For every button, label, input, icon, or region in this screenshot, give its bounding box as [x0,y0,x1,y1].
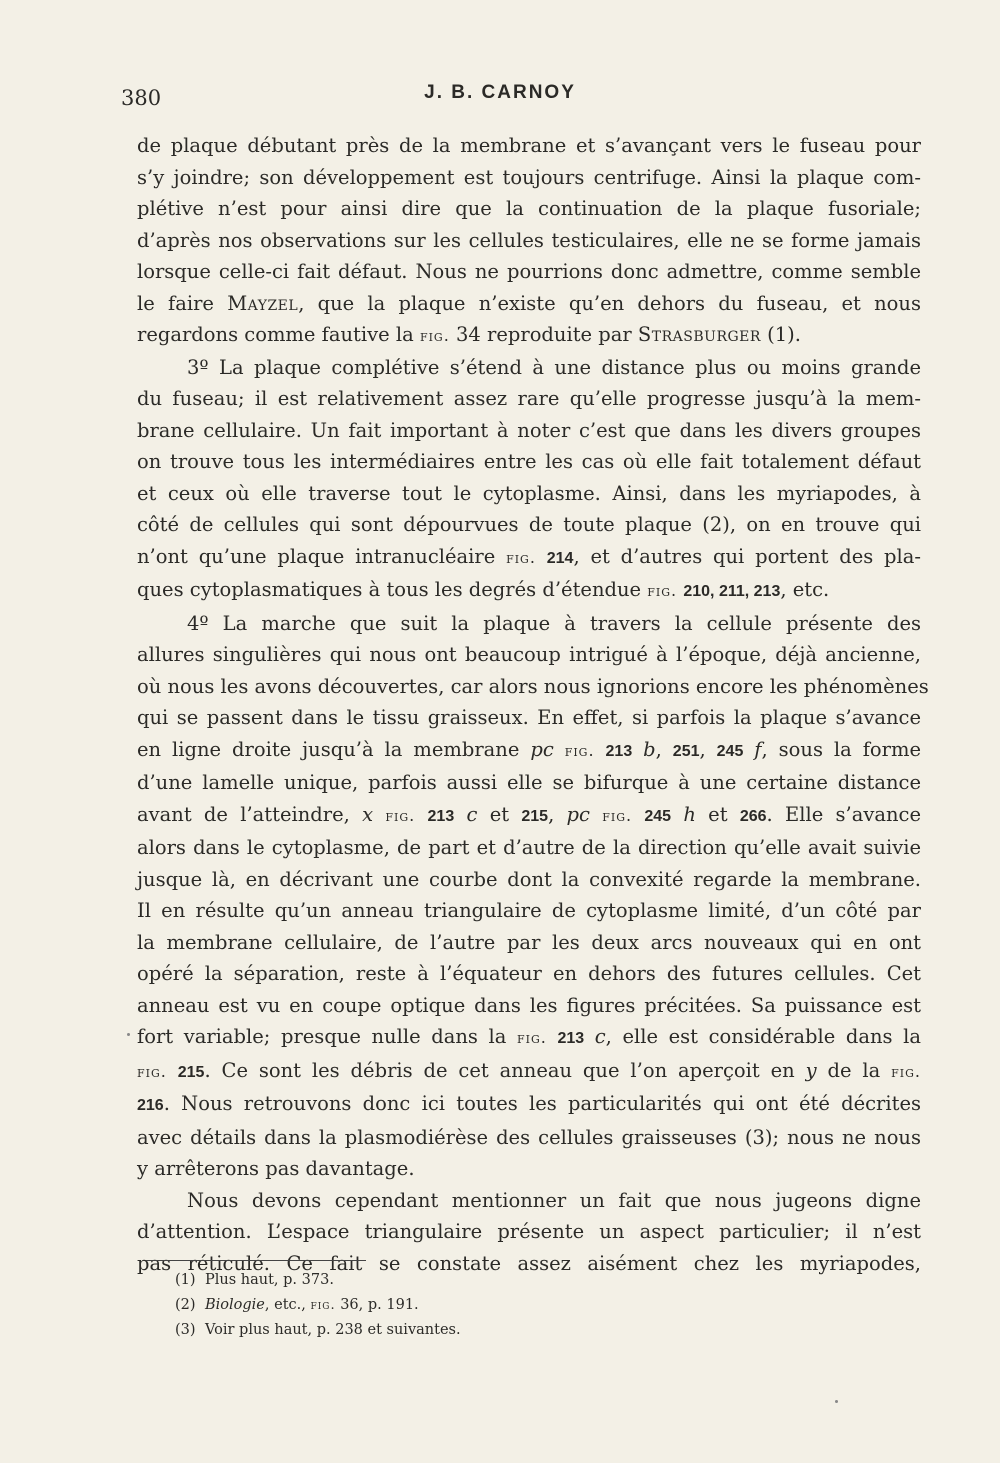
text-line [137,574,921,608]
text-run [547,1025,558,1048]
fig-letter: h [683,802,696,826]
footnote-rule [146,1260,366,1261]
text-line: avec détails dans la plasmodiérèse des cellules graisseuses (3); nous ne nous [137,1125,921,1149]
fig-letter: c [466,802,478,826]
fig-number: 266 [739,807,767,825]
text-line: Nous devons cependant mentionner un fait que nous jugeons digne [187,1188,921,1212]
fig-number: 216 [137,1097,164,1114]
text-run: 34 reproduite par [449,323,638,346]
text-run: . Elle s’avance [766,802,922,826]
running-head: J. B. CARNOY [424,82,576,103]
fig-number: 213 [427,807,455,825]
fig-number: 215 [177,1063,205,1081]
fig-label: fig. [137,1061,167,1081]
text-line: on trouve tous les intermédiaires entre les cas où elle fait totalement défaut [137,450,921,473]
author-name: Mayzel [227,291,299,315]
text-line: qui se passent dans le tissu graisseux. En effet, si parfois la plaque s’avance [137,706,921,729]
text-line: plétive n’est pour ainsi dire que la continuation de la plaque fusoriale; [137,197,921,220]
text-run: le faire [137,291,228,315]
text-line: Il en résulte qu’un anneau triangulaire de cytoplasme limité, d’un côté par [137,899,921,922]
text-run: avant de l’atteindre, [137,802,363,826]
footnote-text: Voir plus haut, p. 238 et suivantes. [205,1322,461,1338]
text-line: alors dans le cytoplasme, de part et d’autre de la direction qu’elle avait suivie [137,836,921,859]
footnote [175,1268,875,1293]
fig-label: fig. [602,805,633,825]
text-run: . Nous retrouvons donc ici toutes les particularités qui ont été décrites [163,1092,921,1115]
footnote-text: Biologie [205,1297,265,1313]
text-run: , [548,802,567,826]
text-line: et ceux où elle traverse tout le cytoplasme. Ainsi, dans les myriapodes, à [137,481,921,505]
text-run [584,1025,595,1048]
text-run [454,803,466,826]
fig-label: fig. [516,1028,547,1047]
footnotes [175,1268,875,1343]
text-run: fort variable; presque nulle dans la [137,1025,517,1048]
text-run: , elle est considérable dans la [605,1025,922,1048]
text-line [137,288,921,320]
text-run [743,738,754,761]
text-line: y arrêterons pas davantage. [137,1157,415,1180]
fig-label: fig. [891,1061,921,1081]
text-run: de la [816,1058,892,1082]
fig-number: 215 [521,807,549,825]
paper-speck [127,1033,130,1036]
text-run [595,738,606,761]
fig-letter: x [362,802,374,826]
text-line [137,541,921,575]
text-line [137,319,921,352]
text-run: , [699,737,717,761]
text-run [590,803,602,826]
page-number: 380 [121,86,162,110]
fig-letter: pc [566,802,590,826]
fig-label: fig. [647,581,678,600]
text-line: s’y joindre; son développement est toujours centrifuge. Ainsi la plaque com- [137,165,921,189]
fig-letter: c [594,1025,606,1048]
text-line [137,1055,921,1089]
text-run: (1). [760,323,801,346]
fig-letter: f [754,737,762,761]
page-header [0,76,1000,116]
text-line: d’attention. L’espace triangulaire présente un aspect particulier; il n’est [137,1220,921,1243]
text-line: jusque là, en décrivant une courbe dont la convexité regarde la membrane. [137,867,921,891]
text-run: regardons comme fautive la [137,323,420,346]
fig-label: fig. [564,740,595,760]
text-run [554,738,565,761]
text-line: pas réticulé. Ce fait se constate assez aisément chez les myriapodes, [137,1251,921,1275]
text-line [137,799,921,833]
text-line: 3º La plaque complétive s’étend à une distance plus ou moins grande [187,355,921,379]
fig-letter: y [805,1058,817,1082]
text-line: du fuseau; il est relativement assez rare qu’elle progresse jusqu’à la mem- [137,387,921,410]
text-line: où nous les avons découvertes, car alors nous ignorions encore les phénomènes [137,674,929,698]
text-run [373,803,385,826]
footnote [175,1293,875,1318]
text-run: n’ont qu’une plaque intranucléaire [137,544,507,568]
text-line: anneau est vu en coupe optique dans les figures précitées. Sa puissance est [137,993,921,1017]
text-run [536,545,547,568]
text-line [137,1088,921,1122]
text-run: et [695,802,740,826]
footnote-number: (3) [175,1322,196,1338]
text-line: brane cellulaire. Un fait important à noter c’est que dans les divers groupes [137,418,921,442]
text-run: . Ce sont les débris de cet anneau que l’on aperçoit en [204,1058,806,1082]
text-line: de plaque débutant près de la membrane et s’avançant vers le fuseau pour [137,134,921,157]
fig-letter: pc [530,737,554,761]
fig-number: 245 [716,742,744,760]
author-name: Strasburger [637,323,761,346]
footnote-number: (1) [175,1272,196,1288]
paper-speck [835,1400,838,1403]
text-run: ques cytoplasmatiques à tous les degrés d’étendue [137,578,648,601]
text-line: d’après nos observations sur les cellules testiculaires, elle ne se forme jamais [137,228,921,252]
text-line: allures singulières qui nous ont beaucoup intrigué à l’époque, déjà ancienne, [137,643,921,666]
fig-label: fig. [419,326,450,345]
text-line: opéré la séparation, reste à l’équateur en dehors des futures cellules. Cet [137,962,921,985]
text-run [632,738,643,761]
text-line [137,1021,921,1055]
text-line: d’une lamelle unique, parfois aussi elle se bifurque à une certaine distance [137,771,921,794]
text-run [671,803,683,826]
fig-number: 245 [644,807,672,825]
text-run: , et d’autres qui portent des pla- [573,544,921,568]
text-run [415,803,427,826]
fig-number: 251 [672,742,700,760]
text-run [167,1059,178,1082]
footnote-number: (2) [175,1297,196,1313]
text-line: la membrane cellulaire, de l’autre par les deux arcs nouveaux qui en ont [137,930,921,954]
text-run: et [477,802,522,826]
fig-label: fig. [385,805,416,825]
text-run: , etc. [780,578,830,601]
footnote [175,1318,875,1343]
text-run: , [655,737,673,761]
text-line: côté de cellules qui sont dépourvues de toute plaque (2), on en trouve qui [137,513,921,536]
footnote-text: 36, p. 191. [335,1297,419,1313]
text-line: lorsque celle-ci fait défaut. Nous ne pourrions donc admettre, comme semble [137,260,921,283]
text-line [137,734,921,768]
fig-number: 214 [546,549,574,567]
fig-number: 210, 211, 213 [683,583,781,600]
fig-label: fig. [310,1298,336,1313]
text-run: , que la plaque n’existe qu’en dehors du fuseau, et nous [298,291,921,315]
footnote-text: Plus haut, p. 373. [205,1272,334,1288]
fig-letter: b [643,737,656,761]
fig-number: 213 [557,1030,585,1047]
fig-label: fig. [506,547,536,567]
fig-number: 213 [605,742,633,760]
body-text [137,130,929,1279]
footnote-text: , etc., [264,1297,311,1313]
text-run [632,803,644,826]
text-line: 4º La marche que suit la plaque à travers la cellule présente des [187,611,921,635]
text-run: en ligne droite jusqu’à la membrane [137,737,531,761]
text-run: , sous la forme [761,737,922,761]
